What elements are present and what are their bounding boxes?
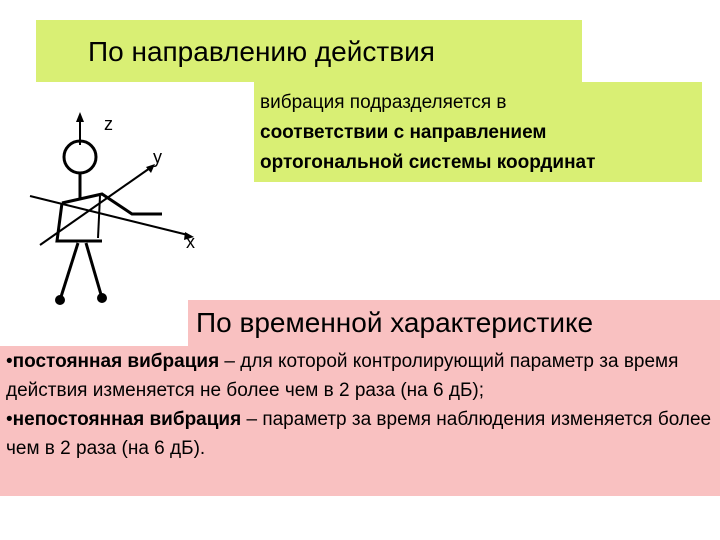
z-axis-label: z <box>104 114 113 134</box>
direction-title: По направлению действия <box>88 36 435 67</box>
term-constant-vibration: постоянная вибрация <box>12 351 220 372</box>
y-axis-label: y <box>153 147 162 167</box>
figure-right-foot <box>98 294 106 302</box>
figure-right-leg <box>86 243 102 298</box>
definition-variable-vibration: – параметр за время наблюдения изменяется более чем в 2 раза (на 6 дБ). <box>6 409 712 459</box>
description-line-2: соответствии с направлением <box>260 122 547 143</box>
temporal-title: По временной характеристике <box>196 307 594 338</box>
description-line-1: вибрация подразделяется в <box>260 92 507 113</box>
temporal-title-box <box>188 300 720 348</box>
x-axis-line <box>30 196 188 235</box>
figure-head <box>64 141 96 173</box>
definition-constant-vibration: – для которой контролирующий параметр за время действия изменяется не более чем в 2 раза (на 6 дБ); <box>6 351 679 401</box>
temporal-description-box <box>0 346 720 496</box>
z-axis-arrowhead <box>76 112 84 122</box>
y-axis-line <box>40 168 150 245</box>
bullet-2: • <box>6 409 13 430</box>
figure-left-foot <box>56 296 64 304</box>
bullet-1: • <box>6 351 13 372</box>
figure-arm <box>62 194 162 214</box>
description-line-3: ортогональной системы координат <box>260 152 596 173</box>
figure-left-leg <box>60 243 78 300</box>
x-axis-label: x <box>186 232 195 252</box>
term-variable-vibration: непостоянная вибрация <box>12 409 242 430</box>
